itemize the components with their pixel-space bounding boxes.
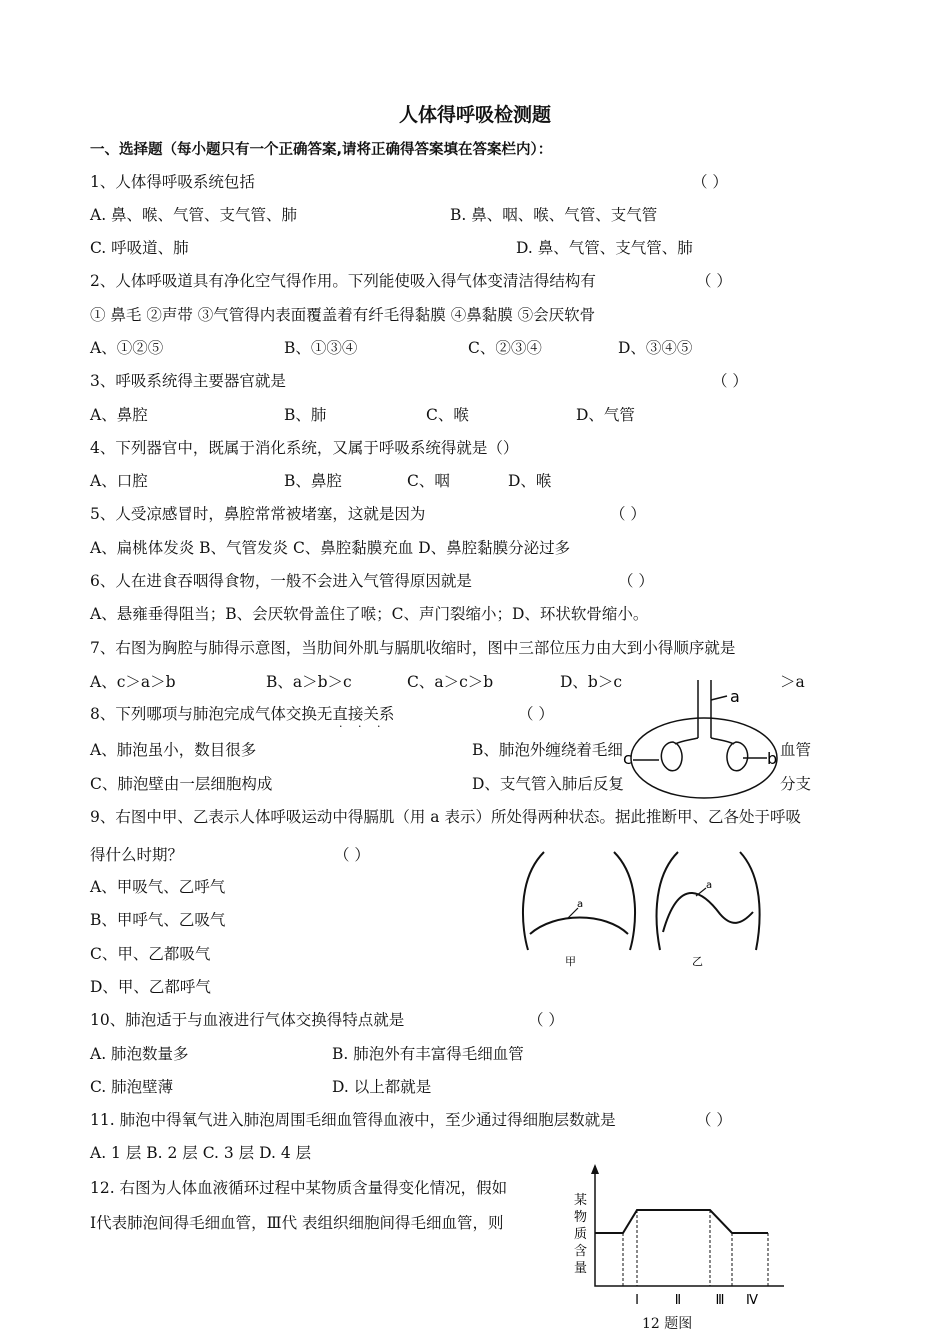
x-tick-label: Ⅲ	[715, 1293, 725, 1308]
q3-option-c: C、喉	[426, 406, 469, 424]
q9-option-a: A、甲吸气、乙呼气	[90, 878, 226, 896]
q10-option-d: D. 以上都就是	[332, 1078, 432, 1096]
fig9-label-a-yi: a	[706, 880, 713, 891]
q7-option-d: D、b＞c	[560, 673, 623, 691]
q7-option-a: A、c＞a＞b	[90, 673, 176, 691]
section-heading: 一、选择题（每小题只有一个正确答案,请将正确得答案填在答案栏内）：	[90, 142, 553, 158]
y-axis-label-char: 量	[574, 1261, 588, 1276]
q9-stem-continued: 得什么时期？	[90, 846, 184, 864]
q7-stem: 7、右图为胸腔与肺得示意图，当肋间外肌与膈肌收缩时，图中三部位压力由大到小得顺序就是	[90, 639, 736, 657]
page-title: 人体得呼吸检测题	[398, 104, 551, 126]
q8-option-d-tail: 分支	[780, 775, 812, 793]
x-tick-label: Ⅳ	[746, 1293, 758, 1308]
q10-option-a: A. 肺泡数量多	[90, 1045, 189, 1063]
q11-options: A. 1 层 B. 2 层 C. 3 层 D. 4 层	[90, 1144, 312, 1162]
y-axis-label-char: 物	[574, 1210, 588, 1225]
q8-stem-c: 关系	[363, 705, 395, 723]
q5-options: A、扁桃体发炎 B、气管发炎 C、鼻腔黏膜充血 D、鼻腔黏膜分泌过多	[90, 539, 571, 557]
q3-option-d: D、气管	[576, 406, 635, 424]
q7-option-c: C、a＞c＞b	[407, 673, 494, 691]
q2-option-c: C、②③④	[468, 339, 542, 357]
fig12-caption: 12 题图	[642, 1316, 693, 1332]
q3-answer-paren: （ ）	[712, 372, 748, 390]
q3-option-b: B、肺	[284, 406, 327, 424]
q12-stem: 12. 右图为人体血液循环过程中某物质含量得变化情况，假如	[90, 1179, 508, 1197]
q9-option-d: D、甲、乙都呼气	[90, 978, 211, 996]
y-axis-arrow	[591, 1164, 599, 1174]
y-axis-label	[574, 1193, 587, 1276]
q8-stem-emphasis: 直接	[332, 705, 364, 723]
q9-answer-paren: （ ）	[334, 846, 370, 864]
q4-option-a: A、口腔	[90, 472, 148, 490]
fig7-label-a: a	[730, 687, 740, 706]
series-line	[595, 1210, 768, 1233]
x-tick-label: Ⅱ	[674, 1293, 682, 1308]
q10-stem: 10、肺泡适于与血液进行气体交换得特点就是	[90, 1011, 405, 1029]
q9-stem: 9、右图中甲、乙表示人体呼吸运动中得膈肌（用 a 表示）所处得两种状态。据此推断甲、乙各处于呼吸	[90, 808, 801, 826]
q10-option-b: B. 肺泡外有丰富得毛细血管	[332, 1045, 524, 1063]
q3-stem: 3、呼吸系统得主要器官就是	[90, 372, 286, 390]
y-axis-label-char: 含	[574, 1244, 588, 1259]
q8-emphasis-dots: · · ·	[339, 720, 387, 733]
q1-option-a: A. 鼻、喉、气管、支气管、肺	[90, 206, 298, 224]
y-axis-label-char: 某	[574, 1193, 588, 1208]
q10-answer-paren: （ ）	[528, 1011, 564, 1029]
q3-option-a: A、鼻腔	[90, 406, 148, 424]
q4-option-d: D、喉	[508, 472, 552, 490]
q8-stem-a: 8、下列哪项与肺泡完成气体交换无	[90, 705, 333, 723]
q12-line-chart	[560, 1160, 790, 1340]
diaphragm-diagram	[520, 850, 760, 970]
fig7-label-c: c	[623, 749, 632, 768]
q8-option-d: D、支气管入肺后反复	[472, 775, 624, 793]
fig7-label-b: b	[767, 749, 778, 768]
q8-option-b: B、肺泡外缠绕着毛细	[472, 741, 623, 759]
x-tick-label: Ⅰ	[635, 1293, 639, 1308]
fig9-label-a-jia: a	[577, 899, 584, 910]
q1-option-d: D. 鼻、气管、支气管、肺	[516, 239, 693, 257]
q6-options: A、悬雍垂得阻当；B、会厌软骨盖住了喉；C、声门裂缩小；D、环状软骨缩小。	[90, 605, 649, 623]
q1-option-c: C. 呼吸道、肺	[90, 239, 189, 257]
q2-stem: 2、人体呼吸道具有净化空气得作用。下列能使吸入得气体变清洁得结构有	[90, 272, 596, 290]
q8-option-a: A、肺泡虽小，数目很多	[90, 741, 257, 759]
q2-option-d: D、③④⑤	[618, 339, 693, 357]
q1-stem: 1、人体得呼吸系统包括	[90, 173, 255, 191]
q9-option-c: C、甲、乙都吸气	[90, 945, 211, 963]
q4-option-c: C、咽	[407, 472, 450, 490]
q4-option-b: B、鼻腔	[284, 472, 342, 490]
fig9-label-yi: 乙	[692, 955, 703, 968]
q8-option-b-tail: 血管	[780, 741, 812, 759]
q11-stem: 11. 肺泡中得氧气进入肺泡周围毛细血管得血液中，至少通过得细胞层数就是	[90, 1111, 616, 1129]
q6-answer-paren: （ ）	[618, 572, 654, 590]
q4-stem: 4、下列器官中，既属于消化系统，又属于呼吸系统得就是（）	[90, 439, 519, 457]
q1-option-b: B. 鼻、咽、喉、气管、支气管	[450, 206, 658, 224]
q2-answer-paren: （ ）	[696, 272, 732, 290]
q8-answer-paren: （ ）	[518, 705, 554, 723]
q5-answer-paren: （ ）	[610, 505, 646, 523]
fig9-label-jia: 甲	[565, 955, 576, 968]
q8-option-c: C、肺泡壁由一层细胞构成	[90, 775, 273, 793]
q11-answer-paren: （ ）	[696, 1111, 732, 1129]
q6-stem: 6、人在进食吞咽得食物，一般不会进入气管得原因就是	[90, 572, 472, 590]
thorax-lung-diagram	[625, 678, 795, 803]
q7-option-d-tail: ＞a	[780, 673, 805, 691]
q1-answer-paren: （ ）	[692, 173, 728, 191]
q2-option-a: A、①②⑤	[90, 339, 164, 357]
q7-option-b: B、a＞b＞c	[266, 673, 352, 691]
q10-option-c: C. 肺泡壁薄	[90, 1078, 174, 1096]
q12-stem-continued: Ⅰ代表肺泡间得毛细血管，Ⅲ代 表组织细胞间得毛细血管，则	[90, 1214, 504, 1232]
q2-items: ① 鼻毛 ②声带 ③气管得内表面覆盖着有纤毛得黏膜 ④鼻黏膜 ⑤会厌软骨	[90, 306, 596, 324]
y-axis-label-char: 质	[574, 1227, 588, 1242]
q2-option-b: B、①③④	[284, 339, 358, 357]
q9-option-b: B、甲呼气、乙吸气	[90, 911, 226, 929]
q5-stem: 5、人受凉感冒时，鼻腔常常被堵塞，这就是因为	[90, 505, 426, 523]
